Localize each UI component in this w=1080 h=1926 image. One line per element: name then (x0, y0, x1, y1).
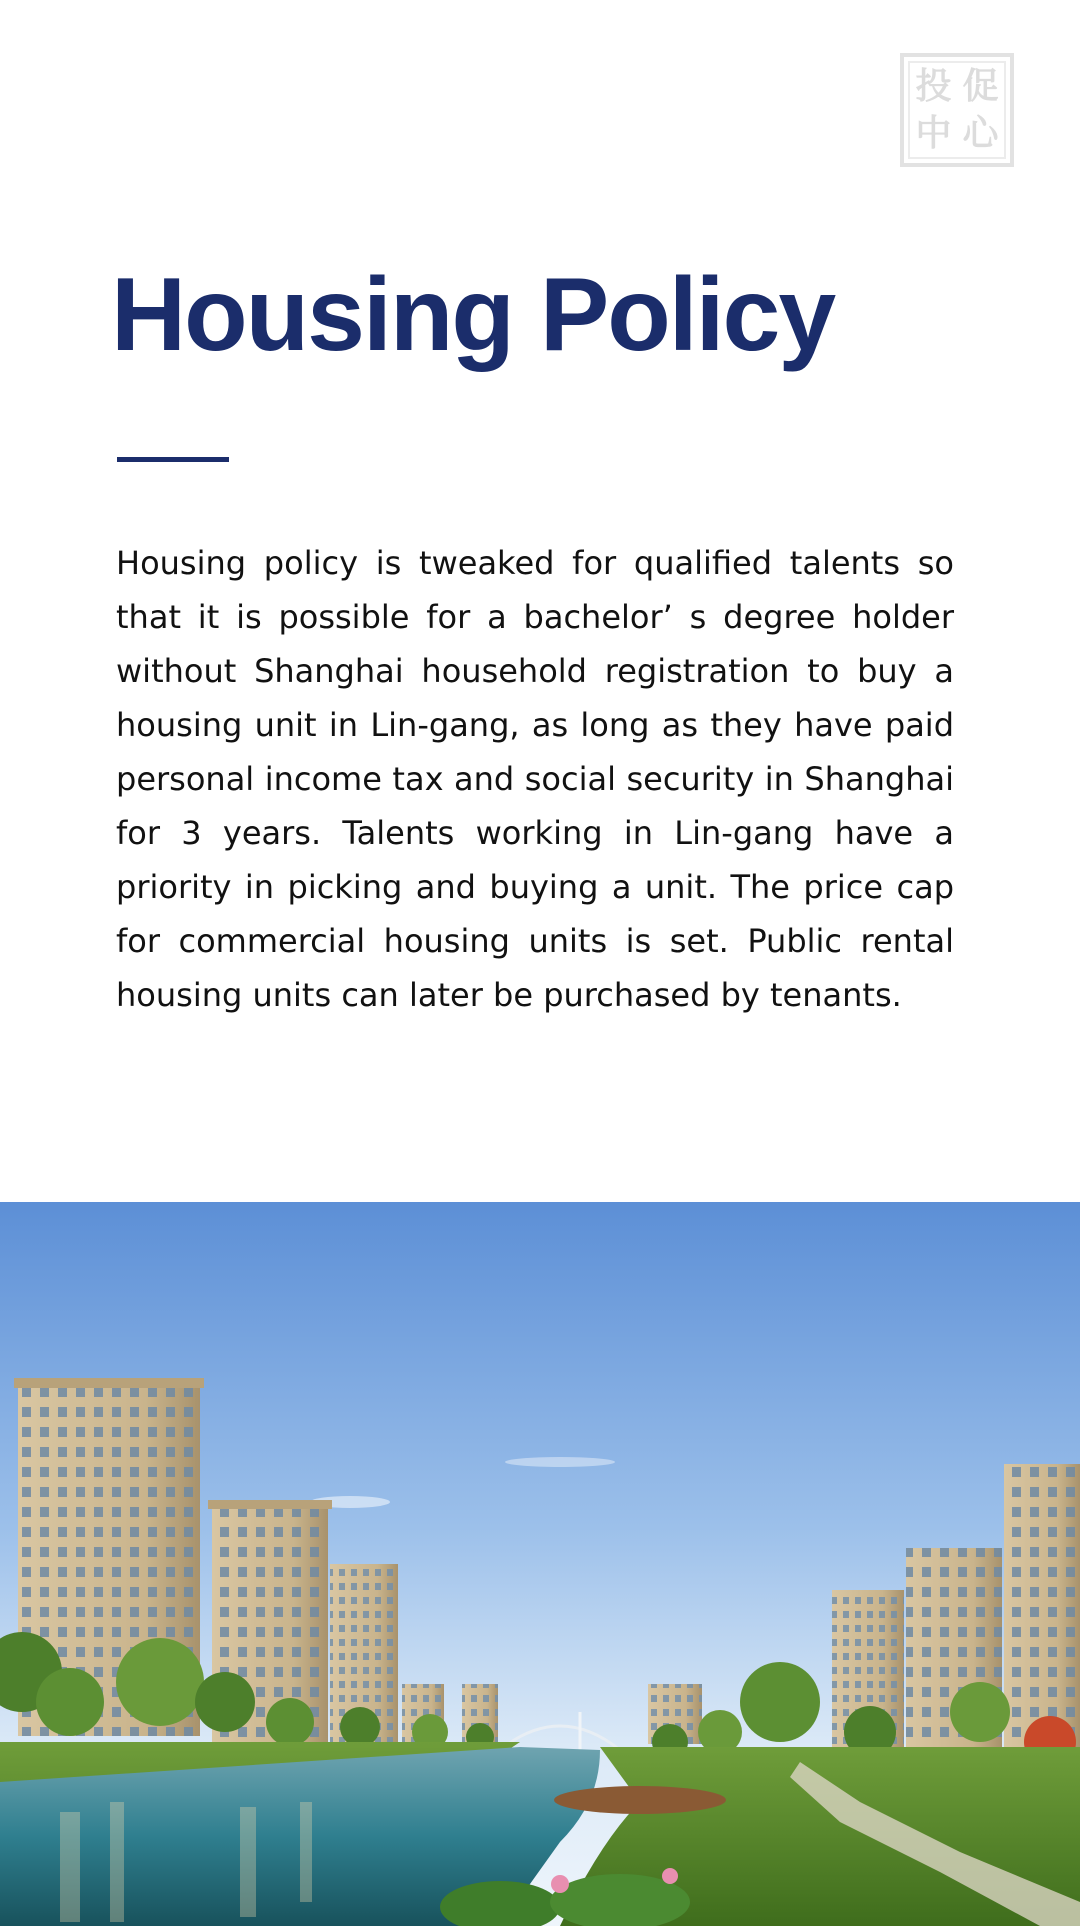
logo-stamp (900, 53, 1014, 167)
logo-stamp-inner (908, 61, 1006, 159)
logo-char: 投 (915, 65, 952, 107)
boardwalk-deck (554, 1786, 726, 1814)
logo-char: 中 (915, 112, 952, 154)
title-divider (117, 457, 229, 462)
residential-scene-image (0, 1202, 1080, 1926)
policy-paragraph: Housing policy is tweaked for qualified talents so that it is possible for a bachelor’ s degree holder without Shanghai household registration to buy a housing unit in Lin-gang, as long as they have paid personal income tax and social security in Shanghai for 3 years. Talents working in Lin-gang have a priority in picking and buying a unit. The price cap for commercial housing units is set. Public rental housing units can later be purchased by tenants. (116, 544, 954, 1014)
logo-char: 心 (962, 112, 999, 154)
page-title: Housing Policy (111, 257, 835, 373)
logo-char: 促 (962, 65, 999, 107)
